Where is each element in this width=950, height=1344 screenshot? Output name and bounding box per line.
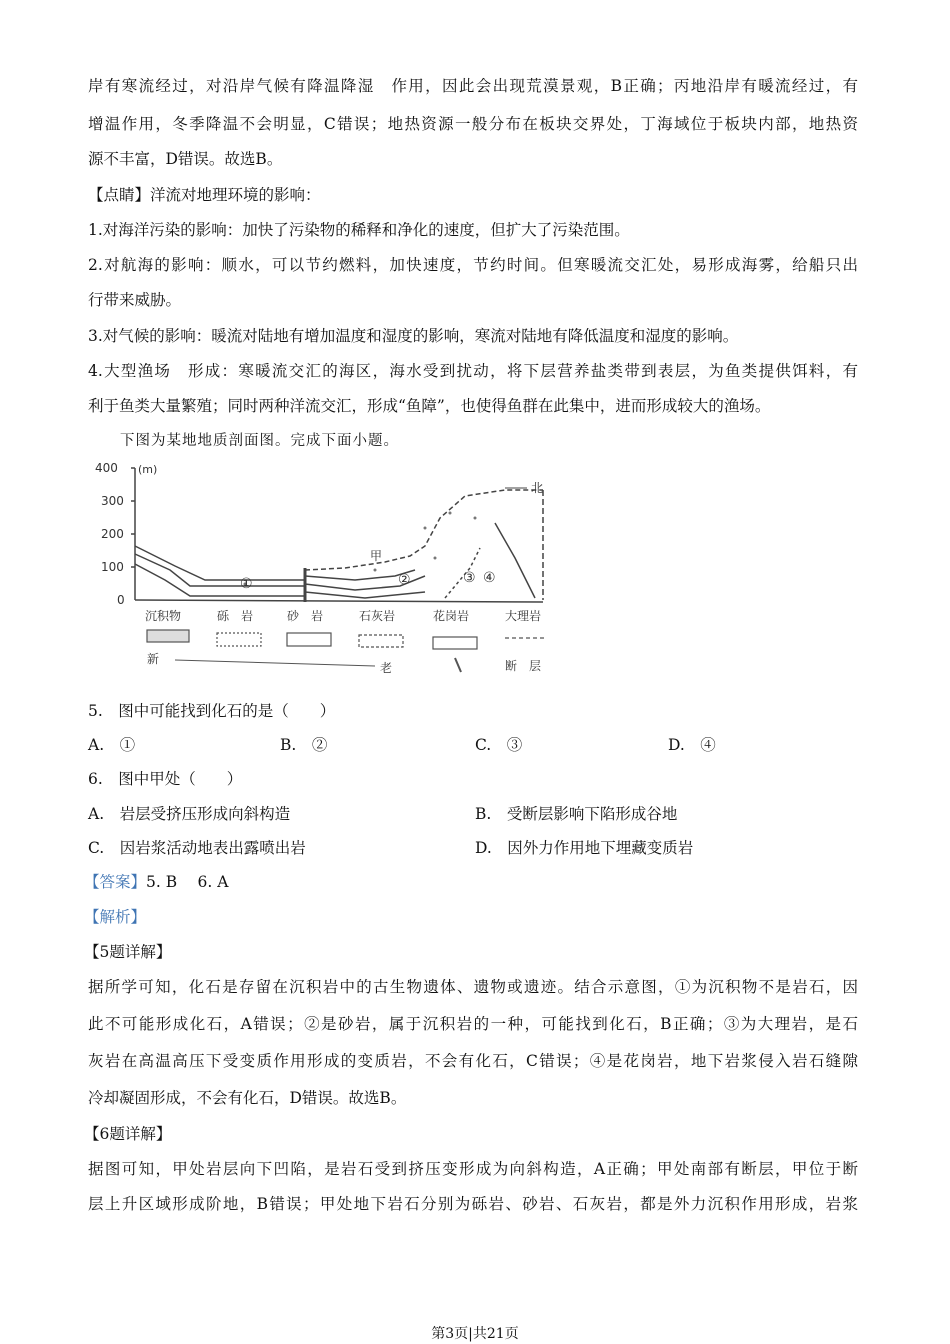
text-line: 行带来威胁。 <box>88 291 182 309</box>
q6-option-d[interactable]: D. 因外力作用地下埋藏变质岩 <box>475 839 694 857</box>
detail-5-title: 【5题详解】 <box>84 943 172 961</box>
marker-4: ④ <box>483 570 496 586</box>
figure-intro: 下图为某地地质剖面图。完成下面小题。 <box>120 433 399 449</box>
fault-label: 断 层 <box>505 659 542 673</box>
marker-2: ② <box>398 572 411 588</box>
text-line: 据所学可知，化石是存留在沉积岩中的古生物遗体、遗物或遗迹。结合示意图，①为沉积物不是岩石，因 <box>88 978 858 996</box>
answer-value: 5. B 6. A <box>146 873 229 891</box>
text-line: 冷却凝固形成，不会有化石，D错误。故选B。 <box>88 1089 407 1107</box>
analysis-label: 【解析】 <box>84 908 147 926</box>
legend-label: 砾 岩 <box>217 609 254 623</box>
legend-label: 石灰岩 <box>359 609 396 623</box>
q6-option-a[interactable]: A. 岩层受挤压形成向斜构造 <box>88 805 291 823</box>
text-line: 3.对气候的影响：暖流对陆地有增加温度和湿度的影响，寒流对陆地有降低温度和湿度的影响。 <box>88 327 739 345</box>
answer-label: 【答案】 <box>84 873 147 891</box>
legend-label: 花岗岩 <box>433 609 470 623</box>
q5-option-d[interactable]: D. ④ <box>668 736 716 754</box>
legend-swatch-sediment <box>147 630 189 642</box>
legend-swatch-granite <box>433 637 477 649</box>
text-line: 2.对航海的影响：顺水，可以节约燃料，加快速度，节约时间。但寒暖流交汇处，易形成海雾，给船只出 <box>88 256 858 274</box>
page-footer: 第3页|共21页 <box>431 1326 519 1342</box>
question-6-stem: 6. 图中甲处（ ） <box>88 770 243 788</box>
q6-option-c[interactable]: C. 因岩浆活动地表出露喷出岩 <box>88 839 306 857</box>
sediment-top <box>135 546 305 600</box>
text-line: 岸有寒流经过，对沿岸气候有降温降湿 作用，因此会出现荒漠景观，B正确；丙地沿岸有暖流经过，有 <box>88 77 858 95</box>
text-line: 灰岩在高温高压下受变质作用形成的变质岩，不会有化石，C错误；④是花岗岩，地下岩浆侵入岩石缝隙 <box>88 1052 858 1070</box>
question-5-stem: 5. 图中可能找到化石的是（ ） <box>88 702 336 720</box>
baseline <box>135 600 543 602</box>
age-new: 新 <box>147 652 160 666</box>
label-jia: 甲 <box>370 549 383 563</box>
text-line: 1.对海洋污染的影响：加快了污染物的稀释和净化的速度，但扩大了污染范围。 <box>88 221 630 239</box>
q5-option-b[interactable]: B. ② <box>280 736 328 754</box>
answer-line <box>84 872 854 892</box>
q5-option-a[interactable]: A. ① <box>88 736 136 754</box>
text-line: 层上升区域形成阶地，B错误；甲处地下岩石分别为砾岩、砂岩、石灰岩，都是外力沉积作用形成，岩浆 <box>88 1195 858 1213</box>
legend-label: 砂 岩 <box>287 609 324 623</box>
geologic-section-figure <box>95 458 550 683</box>
y-tick: 400 <box>95 461 118 475</box>
q5-option-c[interactable]: C. ③ <box>475 736 523 754</box>
legend-label: 大理岩 <box>505 609 542 623</box>
text-line: 4.大型渔场 形成：寒暖流交汇的海区，海水受到扰动，将下层营养盐类带到表层，为鱼类提供饵料，有 <box>88 362 858 380</box>
y-tick: 300 <box>101 494 124 508</box>
q6-option-b[interactable]: B. 受断层影响下陷形成谷地 <box>475 805 678 823</box>
text-line: 据图可知，甲处岩层向下凹陷，是岩石受到挤压变形成为向斜构造，A正确；甲处南部有断层，甲位于断 <box>88 1160 858 1178</box>
age-arrow-icon <box>175 660 375 666</box>
y-tick: 100 <box>101 560 124 574</box>
age-old: 老 <box>380 661 393 675</box>
text-line: 源不丰富，D错误。故选B。 <box>88 150 283 168</box>
dianjing-heading: 【点睛】洋流对地理环境的影响： <box>88 186 321 204</box>
text-line: 此不可能形成化石，A错误；②是砂岩，属于沉积岩的一种，可能找到化石，B正确；③为大理岩，是石 <box>88 1015 858 1033</box>
y-unit: (m) <box>138 463 158 476</box>
marker-1: ① <box>240 576 253 592</box>
text-line: 利于鱼类大量繁殖；同时两种洋流交汇，形成“鱼障”，也使得鱼群在此集中，进而形成较大的渔场。 <box>88 397 771 415</box>
text-line: 增温作用，冬季降温不会明显，C错误；地热资源一般分布在板块交界处，丁海域位于板块内部，地热资 <box>88 115 858 133</box>
fault-symbol-icon <box>455 658 461 672</box>
y-tick: 200 <box>101 527 124 541</box>
detail-6-title: 【6题详解】 <box>84 1125 172 1143</box>
legend-swatch-conglomerate <box>217 633 261 646</box>
legend-swatch-limestone <box>359 635 403 647</box>
legend-swatch-sandstone <box>287 633 331 646</box>
legend-label: 沉积物 <box>145 609 182 623</box>
marker-3: ③ <box>463 570 476 586</box>
north-label: 北 <box>531 481 544 495</box>
y-tick: 0 <box>117 593 125 607</box>
